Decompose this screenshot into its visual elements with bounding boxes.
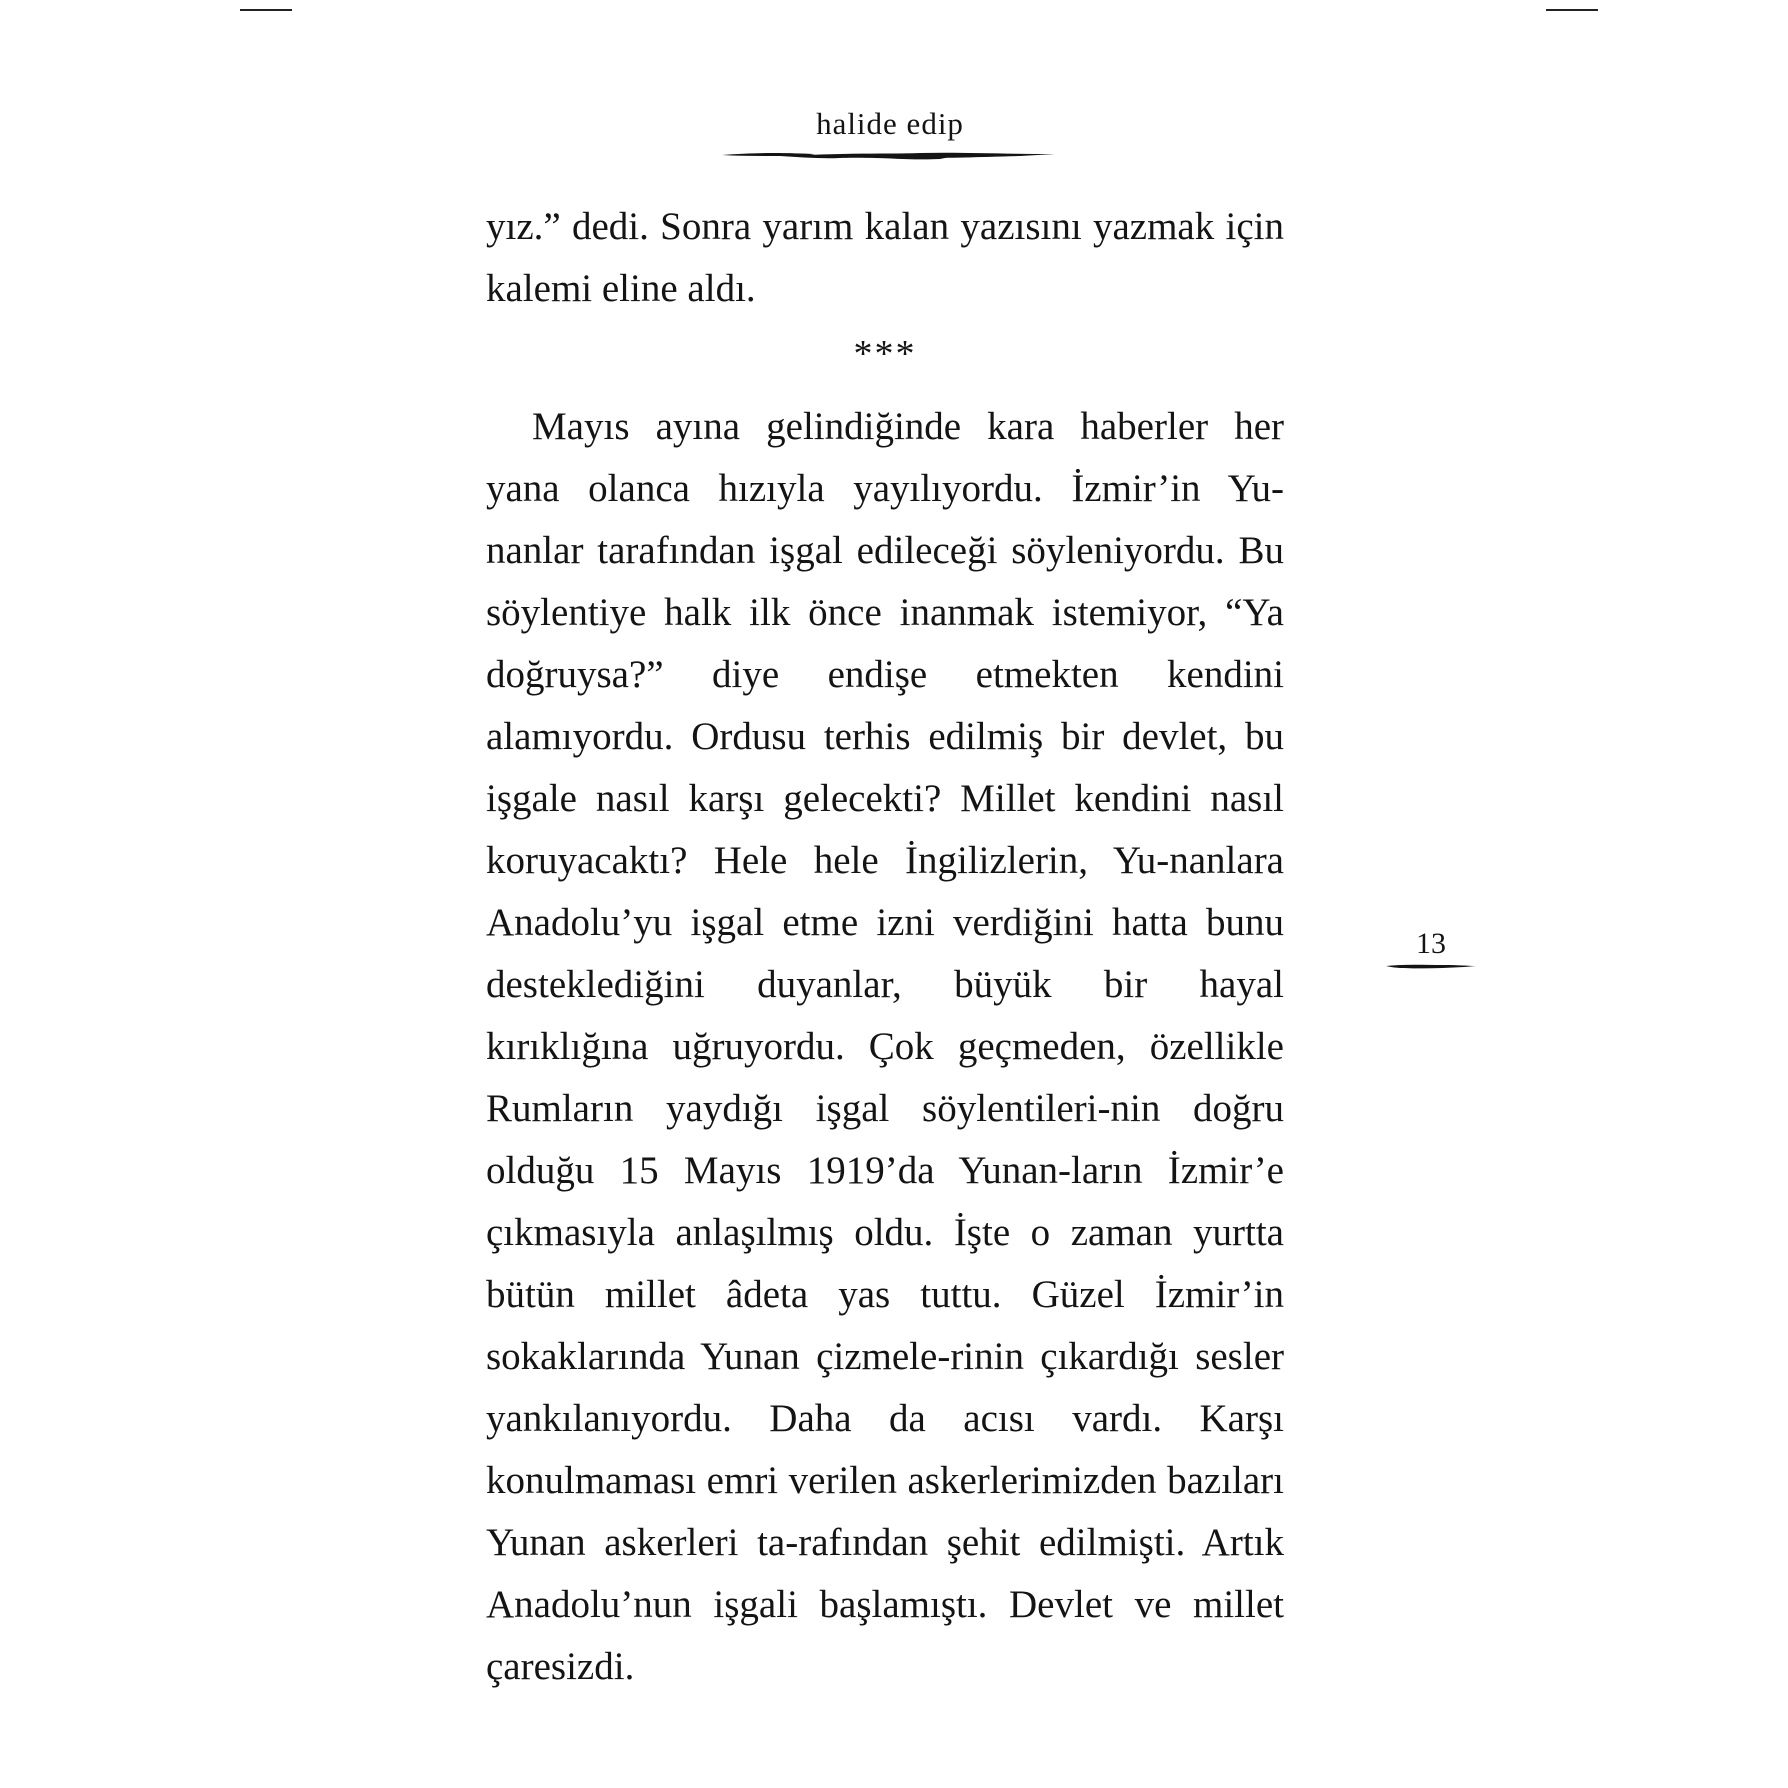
crop-mark-left bbox=[240, 9, 292, 11]
continuation-paragraph: yız.” dedi. Sonra yarım kalan yazısını yazmak için kalemi eline aldı. bbox=[486, 205, 1284, 310]
scene-break: *** bbox=[853, 333, 917, 375]
page-number: 13 bbox=[1416, 927, 1446, 960]
page-number-brush-stroke bbox=[1384, 959, 1478, 973]
running-header-title: halide edip bbox=[816, 106, 964, 141]
text-block bbox=[486, 196, 1284, 1698]
running-header bbox=[720, 104, 1060, 164]
main-paragraph: Mayıs ayına gelindiğinde kara haberler her yana olanca hızıyla yayılıyordu. İzmir’in Yu-nanlar tarafından işgal edileceği söyleniyordu. Bu söylentiye halk ilk önce inanmak istemiyor, “Ya doğruysa?” diye endişe etmekten kendini alamıyordu. Ordusu terhis edilmiş bir devlet, bu işgale nasıl karşı gelecekti? Millet kendini nasıl koruyacaktı? Hele hele İngilizlerin, Yu-nanlara Anadolu’yu işgal etme izni verdiğini hatta bunu desteklediğini duyanlar, büyük bir hayal kırıklığına uğruyordu. Çok geçmeden, özellikle Rumların yaydığı işgal söylentileri-nin doğru olduğu 15 Mayıs 1919’da Yunan-ların İzmir’e çıkmasıyla anlaşılmış oldu. İşte o zaman yurtta bütün millet âdeta yas tuttu. Güzel İzmir’in sokaklarında Yunan çizmele-rinin çıkardığı sesler yankılanıyordu. Daha da acısı vardı. Karşı konulmaması emri verilen askerlerimizden bazıları Yunan askerleri ta-rafından şehit edilmişti. Artık Anadolu’nun işgali başlamıştı. Devlet ve millet çaresizdi. bbox=[486, 405, 1284, 1688]
page-number-marker bbox=[1384, 926, 1478, 976]
brush-stroke-ornament bbox=[720, 144, 1060, 168]
crop-mark-right bbox=[1546, 9, 1598, 11]
